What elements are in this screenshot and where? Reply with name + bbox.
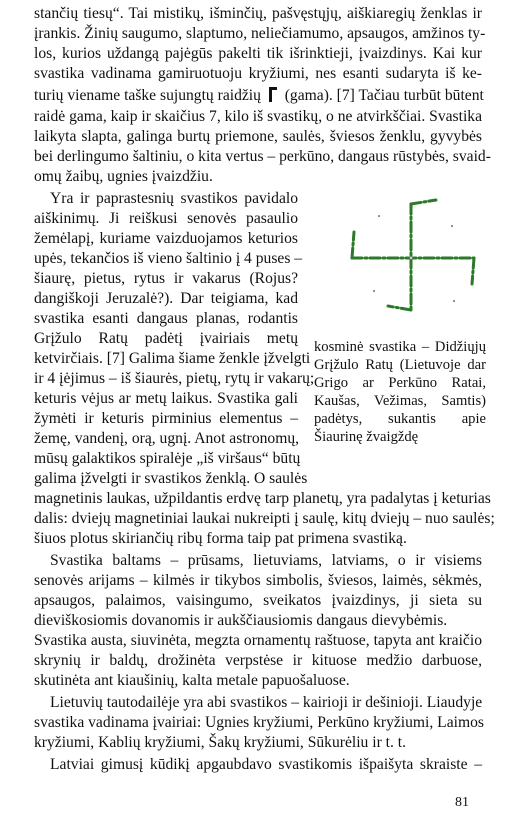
gama-line [34,86,482,106]
text-line: ir 4 įėjimus – iš šiaurės, pietų, rytų ir vakarų; [34,370,315,387]
text-line: laikyta slapta, galinga burtų priemone, saulės, šviesos ženklu, gyvybės [34,128,482,145]
text-line: keturis vėjus ar metų laikus. Svastika gali [34,390,298,407]
text-line: Grįžulo Ratų padėtį įvairiais metų [34,330,298,347]
gama-line-before: turių viename taške sujungtų raidžių [34,87,261,104]
text-line: įrankis. Žinių saugumo, slaptumo, neliečiamumo, apsaugos, amžinos ty- [34,25,486,42]
text-line: šiuos plotus skiriančių ribų forma taip pat primena svastiką. [34,530,407,547]
figure-caption-line: Kaušas, Vežimas, Samtis) [314,393,486,409]
figure-caption-line: Grigo ar Perkūno Ratai, [314,375,486,391]
text-line: bei derlingumo šaltiniu, o kita vertus – perkūno, dangaus rūstybės, svaid- [34,148,491,165]
text-line: dangiškoji Jeruzalė?). Dar teigiama, kad [34,290,298,307]
text-line: mūsų galaktikos spiralėje „iš viršaus“ būtų [34,450,301,467]
figure-caption-line: Grįžulo Ratų (Lietuvoje dar [314,357,486,373]
text-line: svastika esanti dangaus planas, rodantis [34,310,298,327]
text-line: žemę, vandenį, orą, ugnį. Anot astronomų, [34,430,300,447]
gamma-letter-icon [268,86,278,102]
text-line: svastika vadinama gamiruotuoju kryžiumi, nes esanti sudaryta iš ke- [34,65,482,82]
text-line: svastika vadinama įvairiai: Ugnies kryžiumi, Perkūno kryžiumi, Laimos [34,714,484,731]
page-number: 81 [455,795,469,810]
text-line: raidė gama, kaip ir skaičius 7, kilo iš svastikų, o ne atvirkščiai. Svastika [34,108,482,125]
text-line: los, kurios uždangą pajėgūs pakelti tik išrinktieji, įvaizdinys. Kai kur [34,45,482,62]
figure-caption-line: Šiaurinę žvaigždę [314,429,419,445]
text-line: šiaurę, pietus, rytus ir vakarus (Rojus? [34,270,298,287]
figure-caption-line: padėtys, sukantis apie [314,411,486,427]
text-line: skrynių ir baldų, drožinėta verpstėse ir kituose medžio darbuose, [34,652,482,669]
text-line: žymėti ir keturis pirminius elementus – [34,410,298,427]
text-line: Lietuvių tautodailėje yra abi svastikos – kairioji ir dešinioji. Liaudyje [50,694,483,711]
text-line: Svastika austa, siuvinėta, megzta ornamentų raštuose, tapyta ant kraičio [34,632,482,649]
figure-caption-line: kosminė svastika – Didžiųjų [314,339,486,355]
cosmic-swastika-figure [334,196,484,316]
text-line: apsaugos, palaimos, vaisingumo, sveikatos įvaizdinys, ji sieta su [34,592,482,609]
text-line: aiškinimų. Ji reiškusi senovės pasaulio [34,210,298,227]
text-line: stančių tiesų“. Tai mistikų, išminčių, pašvęstųjų, aiškiaregių ženklas ir [34,5,482,22]
text-line: žemėlapį, kuriame vaizduojamos keturios [34,230,298,247]
text-line: omų žaibų, ugnies įvaizdžiu. [34,168,213,185]
text-line: ketvirčiais. [7] Galima šiame ženkle įžvelgti [34,350,311,367]
text-line: senovės arijams – kilmės ir tikybos simbolis, šviesos, laimės, sėkmės, [34,572,482,589]
text-line: Svastika baltams – prūsams, lietuviams, latviams, o ir visiems [50,552,482,569]
text-line: kryžiumi, Kablių kryžiumi, Šakų kryžiumi, Sūkurėliu ir t. t. [34,734,407,751]
text-line: skutinėta ant kiaušinių, kalta metale papuošaluose. [34,672,350,689]
text-line: magnetinis laukas, užpildantis erdvę tarp planetų, yra padalytas į keturias [34,490,491,507]
text-line: galima įžvelgti ir svastikos ženklą. O saulės [34,470,308,487]
text-line: dieviškosiomis dovanomis ir aukščiausiomis dangaus dievybėmis. [34,612,448,629]
gama-line-after: (gama). [7] Tačiau turbūt būtent [284,87,484,104]
text-line: upės, tekančios iš vieno šaltinio į 4 puses – [34,250,303,267]
text-line: Latviai gimusį kūdikį apgaubdavo svastikomis išpaišyta skraiste – [50,756,482,773]
text-line: dalis: dviejų magnetiniai laukai nukreipti į saulę, kitų dviejų – nuo saulės; [34,510,495,527]
text-line: Yra ir paprastesnių svastikos pavidalo [50,190,298,207]
